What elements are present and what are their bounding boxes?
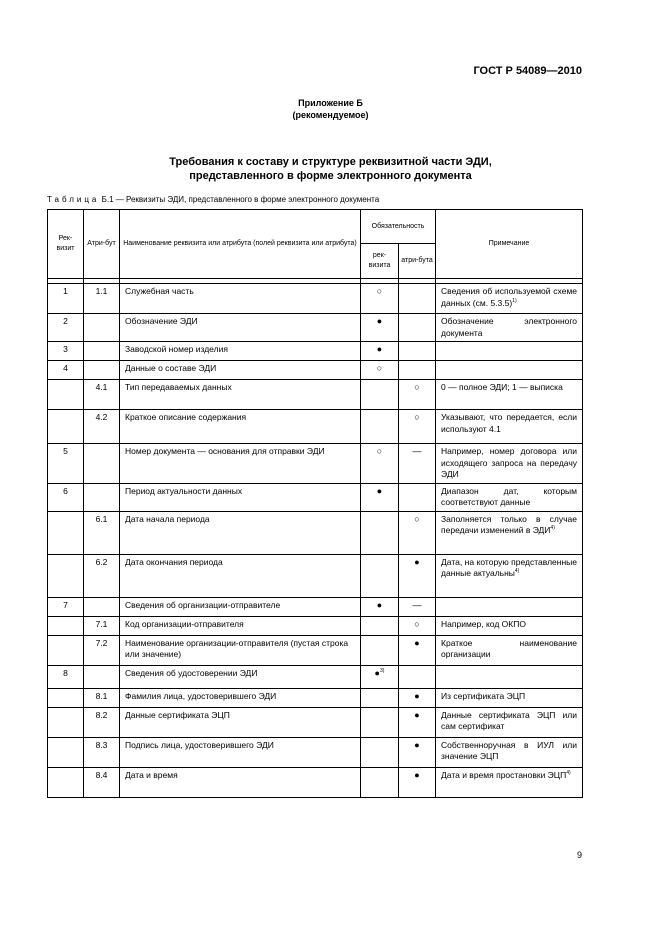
table-caption-word: Таблица xyxy=(47,195,100,204)
rekvizit-cell xyxy=(48,342,84,361)
obyaz-rekvizita-cell-text: ● xyxy=(376,316,383,326)
obyaz-atributa-cell-text: ○ xyxy=(414,382,420,392)
table-row xyxy=(48,665,583,688)
name-cell-text: Код организации-отправителя xyxy=(125,618,244,629)
name-cell-text: Дата окончания периода xyxy=(125,556,223,567)
table-row xyxy=(48,597,583,616)
obyaz-rekvizita-cell xyxy=(361,380,399,410)
obyaz-atributa-cell-text: ● xyxy=(414,556,420,567)
atribut-cell-text: 8.1 xyxy=(95,690,108,701)
name-cell-text: Наименование организации-отправителя (пустая строка или значение) xyxy=(125,637,349,659)
obyaz-rekvizita-cell-text: ○ xyxy=(376,363,383,373)
table-row xyxy=(48,707,583,737)
header-note: Примечание xyxy=(436,210,583,279)
name-cell xyxy=(120,635,361,665)
atribut-cell-text: 1.1 xyxy=(95,286,108,296)
note-cell-text: 0 — полное ЭДИ; 1 — выписка xyxy=(441,382,563,392)
obyaz-atributa-cell xyxy=(399,635,436,665)
rekvizit-cell xyxy=(48,707,84,737)
atribut-cell-text: 7.2 xyxy=(95,637,108,648)
note-cell-text: Сведения об используемой схеме данных (см. 5.3.5) xyxy=(441,286,578,308)
atribut-cell xyxy=(84,616,120,635)
table-row xyxy=(48,737,583,767)
name-cell xyxy=(120,737,361,767)
note-cell xyxy=(436,737,583,767)
note-cell-text: Дата и время простановки ЭЦП xyxy=(441,769,567,780)
rekvizit-cell-text: 7 xyxy=(63,599,68,610)
obyaz-rekvizita-cell xyxy=(361,688,399,707)
atribut-cell-text: 6.1 xyxy=(95,513,108,524)
note-cell-text: Например, код ОКПО xyxy=(441,618,526,629)
name-cell-text: Заводской номер изделия xyxy=(125,344,228,354)
obyaz-rekvizita-cell-text: ● xyxy=(376,485,383,496)
name-cell xyxy=(120,284,361,314)
header-atribut: Атри-бут xyxy=(84,210,120,279)
note-cell xyxy=(436,314,583,342)
atribut-cell xyxy=(84,635,120,665)
obyaz-atributa-cell-text: ● xyxy=(414,690,420,701)
atribut-cell xyxy=(84,707,120,737)
atribut-cell xyxy=(84,688,120,707)
atribut-cell xyxy=(84,737,120,767)
rekvizit-cell-text: 3 xyxy=(63,344,68,354)
name-cell-text: Данные сертификата ЭЦП xyxy=(125,709,230,720)
obyaz-atributa-cell xyxy=(399,342,436,361)
obyaz-rekvizita-cell-text: ● xyxy=(376,599,383,610)
obyaz-atributa-cell xyxy=(399,665,436,688)
name-cell xyxy=(120,380,361,410)
obyaz-rekvizita-cell xyxy=(361,737,399,767)
obyaz-atributa-cell-text: — xyxy=(412,599,422,610)
obyaz-atributa-cell xyxy=(399,483,436,511)
obyaz-atributa-cell xyxy=(399,597,436,616)
name-cell xyxy=(120,688,361,707)
obyaz-rekvizita-cell xyxy=(361,554,399,597)
header-obyaz-rekvizita: рек-визита xyxy=(361,244,399,279)
obyaz-atributa-cell xyxy=(399,707,436,737)
name-cell xyxy=(120,665,361,688)
note-cell xyxy=(436,380,583,410)
note-cell xyxy=(436,342,583,361)
note-cell-text: Указывают, что передается, если используют 4.1 xyxy=(441,412,578,434)
table-row xyxy=(48,380,583,410)
name-cell-text: Тип передаваемых данных xyxy=(125,382,232,392)
obyaz-atributa-cell xyxy=(399,284,436,314)
name-cell xyxy=(120,554,361,597)
name-cell-text: Сведения об удостоверении ЭДИ xyxy=(125,667,258,678)
header-name: Наименование реквизита или атрибута (полей реквизита или атрибута) xyxy=(120,210,361,279)
footnote-ref: 1) xyxy=(512,297,517,304)
note-cell xyxy=(436,554,583,597)
obyaz-rekvizita-cell xyxy=(361,342,399,361)
name-cell-text: Подпись лица, удостоверившего ЭДИ xyxy=(125,739,274,750)
note-cell xyxy=(436,511,583,554)
note-cell xyxy=(436,616,583,635)
note-cell-text: Данные сертификата ЭЦП или сам сертификат xyxy=(441,709,578,731)
atribut-cell xyxy=(84,361,120,380)
obyaz-atributa-cell xyxy=(399,554,436,597)
rekvizit-cell-text: 8 xyxy=(63,667,68,678)
note-cell xyxy=(436,767,583,797)
rekvizit-cell xyxy=(48,361,84,380)
table-row xyxy=(48,483,583,511)
rekvizit-cell xyxy=(48,616,84,635)
table-row xyxy=(48,284,583,314)
note-cell-text: Краткое наименование организации xyxy=(441,637,578,659)
name-cell-text: Фамилия лица, удостоверившего ЭДИ xyxy=(125,690,277,701)
rekvizit-cell-text: 2 xyxy=(63,316,68,326)
note-cell xyxy=(436,597,583,616)
table-row xyxy=(48,554,583,597)
appendix-label: Приложение Б xyxy=(298,98,363,108)
name-cell-text: Номер документа — основания для отправки ЭДИ xyxy=(125,446,325,456)
obyaz-rekvizita-cell xyxy=(361,665,399,688)
rekvizit-cell xyxy=(48,597,84,616)
atribut-cell-text: 8.2 xyxy=(95,709,108,720)
obyaz-atributa-cell xyxy=(399,380,436,410)
atribut-cell xyxy=(84,410,120,444)
atribut-cell xyxy=(84,284,120,314)
note-cell xyxy=(436,361,583,380)
name-cell-text: Краткое описание содержания xyxy=(125,412,247,422)
obyaz-atributa-cell-text: ○ xyxy=(414,618,420,629)
name-cell-text: Дата и время xyxy=(125,769,178,780)
obyaz-atributa-cell xyxy=(399,444,436,484)
note-cell-text: Дата, на которую представленные данные актуальны xyxy=(441,556,578,578)
obyaz-rekvizita-cell xyxy=(361,410,399,444)
table-caption-text: Б.1 — Реквизиты ЭДИ, представленного в форме электронного документа xyxy=(101,195,380,204)
obyaz-atributa-cell-text: ● xyxy=(414,769,420,780)
table-row xyxy=(48,342,583,361)
obyaz-atributa-cell-text: — xyxy=(412,446,422,456)
table-row xyxy=(48,688,583,707)
table-row xyxy=(48,361,583,380)
obyaz-rekvizita-cell-text: ○ xyxy=(376,286,383,296)
rekvizit-cell-text: 5 xyxy=(63,446,68,456)
footnote-ref: 4) xyxy=(550,525,555,532)
footnote-ref: 3) xyxy=(379,667,385,674)
standard-designation: ГОСТ Р 54089—2010 xyxy=(473,65,582,77)
obyaz-rekvizita-cell xyxy=(361,314,399,342)
note-cell xyxy=(436,665,583,688)
obyaz-rekvizita-cell xyxy=(361,635,399,665)
obyaz-atributa-cell-text: ○ xyxy=(414,513,420,524)
table-row xyxy=(48,314,583,342)
rekvizit-cell-text: 1 xyxy=(63,286,68,296)
rekvizit-cell xyxy=(48,511,84,554)
obyaz-atributa-cell xyxy=(399,616,436,635)
obyaz-atributa-cell xyxy=(399,688,436,707)
name-cell xyxy=(120,483,361,511)
rekvizit-cell xyxy=(48,410,84,444)
atribut-cell-text: 4.1 xyxy=(95,382,108,392)
table-row xyxy=(48,767,583,797)
atribut-cell-text: 8.3 xyxy=(95,739,108,750)
footnote-ref: 4) xyxy=(514,568,520,575)
name-cell xyxy=(120,597,361,616)
obyaz-rekvizita-cell xyxy=(361,361,399,380)
name-cell xyxy=(120,361,361,380)
note-cell-text: Например, номер договора или исходящего запроса на передачу ЭДИ xyxy=(441,446,578,479)
note-cell-text: Заполняется только в случае передачи изменений в ЭДИ xyxy=(441,513,578,535)
atribut-cell xyxy=(84,483,120,511)
obyaz-rekvizita-cell xyxy=(361,444,399,484)
rekvizit-cell xyxy=(48,688,84,707)
name-cell xyxy=(120,444,361,484)
obyaz-rekvizita-cell xyxy=(361,616,399,635)
name-cell xyxy=(120,314,361,342)
rekvizit-cell-text: 4 xyxy=(63,363,68,373)
rekvizit-cell xyxy=(48,554,84,597)
note-cell-text: Диапазон дат, которым соответствуют данные xyxy=(441,485,578,507)
note-cell-text: Собственноручная в ИУЛ или значение ЭЦП xyxy=(441,739,578,761)
atribut-cell xyxy=(84,511,120,554)
rekvizit-cell xyxy=(48,314,84,342)
atribut-cell xyxy=(84,554,120,597)
header-obyazatelnost: Обязательность xyxy=(361,210,436,244)
rekvizit-cell xyxy=(48,767,84,797)
name-cell-text: Данные о составе ЭДИ xyxy=(125,363,217,373)
note-cell xyxy=(436,688,583,707)
header-obyaz-atributa: атри-бута xyxy=(399,244,436,279)
rekvizit-cell xyxy=(48,483,84,511)
title-line-1: Требования к составу и структуре реквизитной части ЭДИ, xyxy=(169,156,492,168)
atribut-cell xyxy=(84,767,120,797)
note-cell-text: Обозначение электронного документа xyxy=(441,316,578,338)
note-cell xyxy=(436,707,583,737)
table-row xyxy=(48,410,583,444)
obyaz-rekvizita-cell-text: ○ xyxy=(376,446,383,456)
name-cell xyxy=(120,616,361,635)
obyaz-atributa-cell xyxy=(399,361,436,380)
obyaz-rekvizita-cell-text: ● xyxy=(376,344,383,354)
note-cell-text: Из сертификата ЭЦП xyxy=(441,690,526,701)
obyaz-rekvizita-cell-text: ● xyxy=(374,667,380,678)
rekvizit-cell xyxy=(48,284,84,314)
obyaz-rekvizita-cell xyxy=(361,597,399,616)
note-cell xyxy=(436,483,583,511)
rekvizit-cell xyxy=(48,380,84,410)
obyaz-atributa-cell-text: ● xyxy=(414,637,420,648)
obyaz-rekvizita-cell xyxy=(361,511,399,554)
name-cell-text: Служебная часть xyxy=(125,286,194,296)
table-row xyxy=(48,444,583,484)
rekvizit-cell xyxy=(48,665,84,688)
obyaz-atributa-cell xyxy=(399,737,436,767)
rekvizit-cell-text: 6 xyxy=(63,485,68,496)
atribut-cell xyxy=(84,597,120,616)
obyaz-atributa-cell xyxy=(399,511,436,554)
obyaz-atributa-cell-text: ● xyxy=(414,739,420,750)
name-cell xyxy=(120,342,361,361)
obyaz-atributa-cell xyxy=(399,314,436,342)
note-cell xyxy=(436,635,583,665)
name-cell-text: Дата начала периода xyxy=(125,513,210,524)
table-header xyxy=(48,210,583,279)
obyaz-atributa-cell-text: ○ xyxy=(414,412,420,422)
note-cell xyxy=(436,284,583,314)
atribut-cell xyxy=(84,342,120,361)
obyaz-rekvizita-cell xyxy=(361,284,399,314)
appendix-heading xyxy=(0,97,661,121)
atribut-cell-text: 8.4 xyxy=(95,769,108,780)
name-cell xyxy=(120,767,361,797)
table-caption xyxy=(47,195,379,204)
name-cell xyxy=(120,707,361,737)
note-cell xyxy=(436,410,583,444)
appendix-status: (рекомендуемое) xyxy=(292,110,369,120)
table-row xyxy=(48,616,583,635)
obyaz-atributa-cell xyxy=(399,767,436,797)
title-line-2: представленного в форме электронного документа xyxy=(189,170,472,182)
rekvizit-cell xyxy=(48,444,84,484)
page-number: 9 xyxy=(576,850,582,860)
document-title xyxy=(0,155,661,183)
atribut-cell-text: 7.1 xyxy=(95,618,108,629)
rekvizit-cell xyxy=(48,635,84,665)
atribut-cell xyxy=(84,380,120,410)
atribut-cell-text: 4.2 xyxy=(95,412,108,422)
name-cell-text: Обозначение ЭДИ xyxy=(125,316,198,326)
obyaz-atributa-cell-text: ● xyxy=(414,709,420,720)
name-cell-text: Сведения об организации-отправителе xyxy=(125,599,281,610)
requisites-table xyxy=(47,209,583,798)
obyaz-rekvizita-cell xyxy=(361,767,399,797)
atribut-cell-text: 6.2 xyxy=(95,556,108,567)
rekvizit-cell xyxy=(48,737,84,767)
obyaz-atributa-cell xyxy=(399,410,436,444)
name-cell xyxy=(120,410,361,444)
obyaz-rekvizita-cell xyxy=(361,483,399,511)
footnote-ref: 4) xyxy=(566,769,571,776)
table-row xyxy=(48,511,583,554)
name-cell-text: Период актуальности данных xyxy=(125,485,243,496)
table-body xyxy=(48,279,583,798)
note-cell xyxy=(436,444,583,484)
table-row xyxy=(48,635,583,665)
atribut-cell xyxy=(84,314,120,342)
name-cell xyxy=(120,511,361,554)
obyaz-rekvizita-cell xyxy=(361,707,399,737)
atribut-cell xyxy=(84,665,120,688)
header-rekvizit: Рек-визит xyxy=(48,210,84,279)
atribut-cell xyxy=(84,444,120,484)
